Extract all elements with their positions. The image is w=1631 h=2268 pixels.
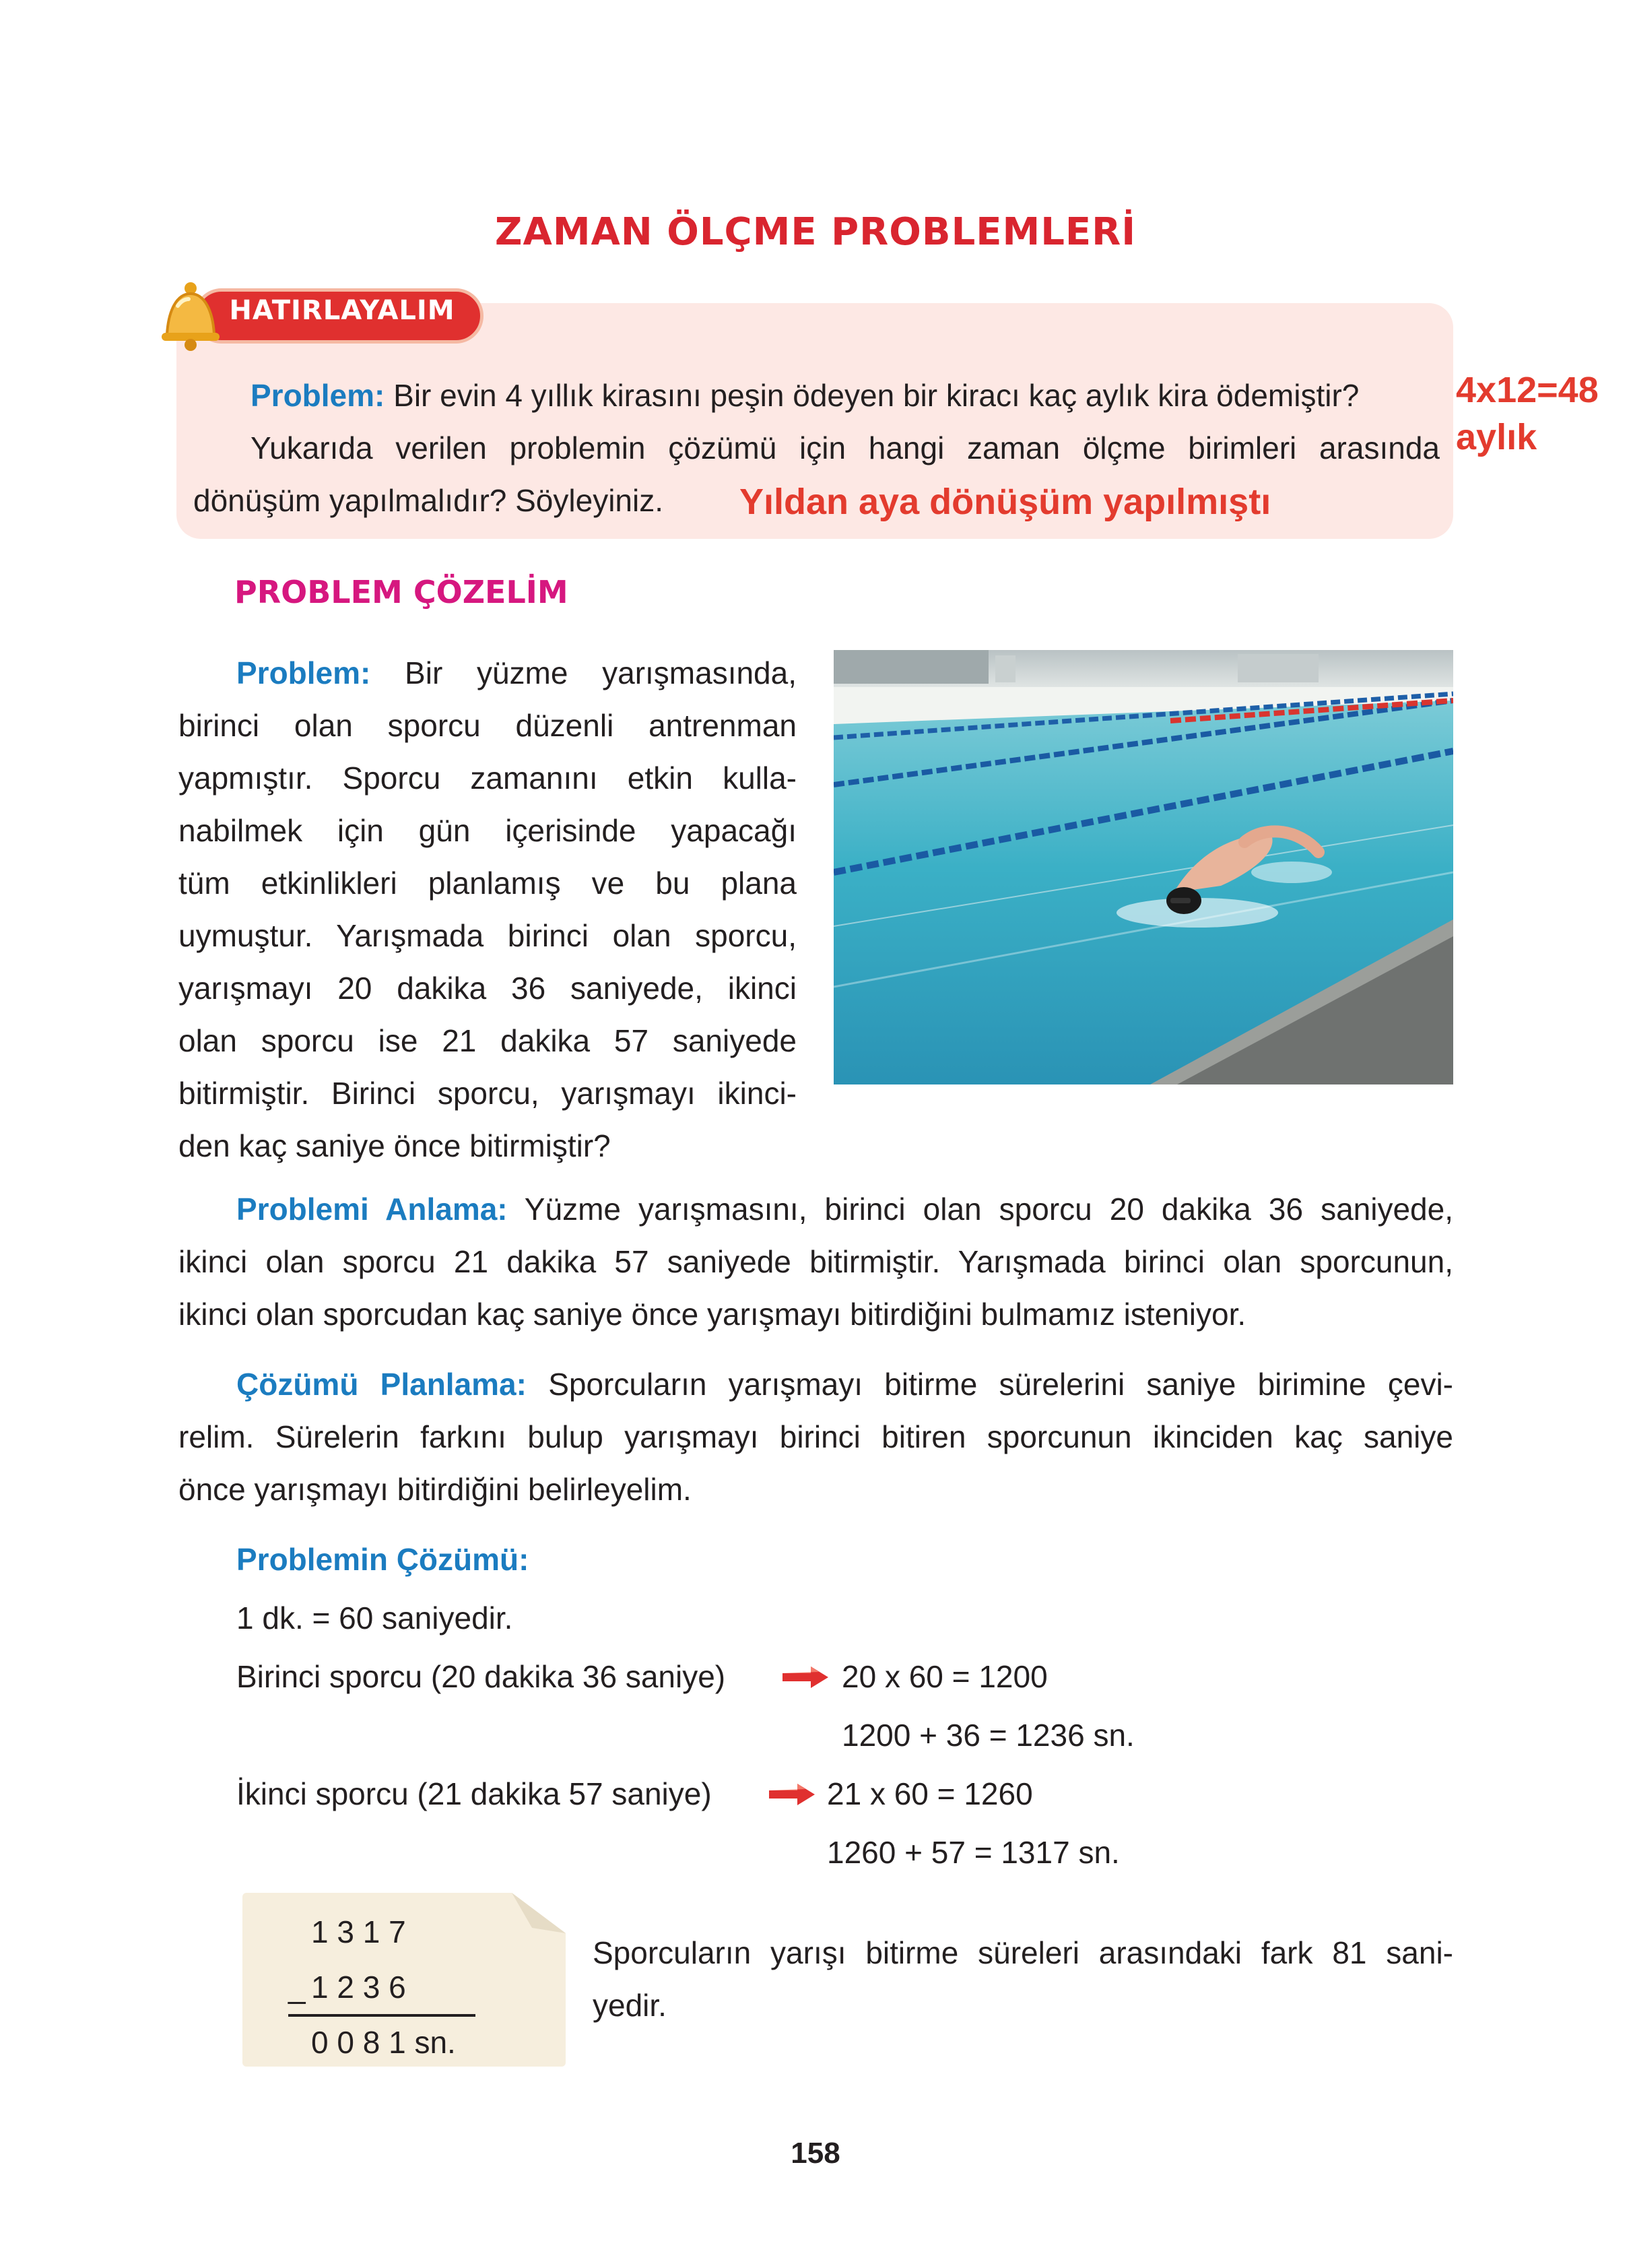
- remember-question-line1: Yukarıda verilen problemin çözümü için hangi zaman ölçme birimleri arasında: [251, 430, 1440, 465]
- planning-paragraph: [178, 1358, 1453, 1516]
- solution-label: Problemin Çözümü:: [236, 1542, 529, 1577]
- first-athlete-label: Birinci sporcu (20 dakika 36 saniye): [236, 1659, 726, 1694]
- problem-label: Problem:: [251, 378, 385, 413]
- remember-badge: [154, 283, 490, 349]
- difference-unit: sn.: [414, 2025, 456, 2060]
- section-title: PROBLEM ÇÖZELİM: [234, 574, 568, 610]
- page-number: 158: [791, 2137, 840, 2170]
- problem-line-9: bitirmiştir. Birinci sporcu, yarışmayı ikinci-: [178, 1076, 797, 1111]
- second-athlete-label: İkinci sporcu (21 dakika 57 saniye): [236, 1776, 712, 1811]
- remember-problem: [251, 369, 1442, 422]
- page-title: ZAMAN ÖLÇME PROBLEMLERİ: [494, 210, 1137, 254]
- subtraction-line: [288, 2014, 475, 2017]
- planning-line-3: önce yarışmayı bitirdiğini belirleyelim.: [178, 1472, 692, 1507]
- arrow-right-icon: [781, 1664, 830, 1691]
- conversion-line: 1 dk. = 60 saniyedir.: [236, 1600, 513, 1635]
- understanding-label: Problemi Anlama:: [236, 1192, 508, 1227]
- arrow-right-icon: [768, 1781, 816, 1808]
- conclusion-line-1: Sporcuların yarışı bitirme süreleri arasındaki fark 81 sani-: [593, 1935, 1453, 1970]
- subtrahend: 1 2 3 6: [311, 1970, 406, 2005]
- problem-line-text: Bir yüzme yarışmasında,: [370, 655, 797, 690]
- problem-text: Bir evin 4 yıllık kirasını peşin ödeyen bir kiracı kaç aylık kira ödemiştir?: [385, 378, 1360, 413]
- difference-digits: 0 0 8 1: [311, 2025, 406, 2060]
- planning-label: Çözümü Planlama:: [236, 1367, 527, 1402]
- minus-sign: _: [288, 1970, 306, 2005]
- badge-label: HATIRLAYALIM: [229, 295, 455, 326]
- planning-line-2: relim. Sürelerin farkını bulup yarışmayı birinci bitiren sporcunun ikinciden kaç saniye: [178, 1419, 1453, 1454]
- remember-question-line2: dönüşüm yapılmalıdır? Söyleyiniz.: [193, 483, 663, 518]
- conclusion-paragraph: [593, 1926, 1453, 2032]
- problem-line-5: tüm etkinlikleri planlamış ve bu plana: [178, 866, 797, 901]
- problem-line-4: nabilmek için gün içerisinde yapacağı: [178, 813, 797, 848]
- understanding-line-3: ikinci olan sporcudan kaç saniye önce yarışmayı bitirdiğini bulmamız isteniyor.: [178, 1297, 1246, 1332]
- understanding-text: Yüzme yarışmasını, birinci olan sporcu 20 dakika 36 saniyede,: [507, 1192, 1453, 1227]
- understanding-line-1: [178, 1183, 1453, 1235]
- first-calc-line2: 1200 + 36 = 1236 sn.: [842, 1718, 1135, 1753]
- problem-line-10: den kaç saniye önce bitirmiştir?: [178, 1128, 611, 1163]
- difference-result: [311, 2022, 456, 2063]
- problem-line-3: yapmıştır. Sporcu zamanını etkin kulla-: [178, 760, 797, 796]
- handwritten-calc-line1: 4x12=48: [1456, 370, 1599, 410]
- second-calc-line2: 1260 + 57 = 1317 sn.: [827, 1835, 1120, 1870]
- problem-line-1: [178, 647, 797, 699]
- problem-paragraph: [178, 647, 797, 1172]
- problem-line-6: uymuştur. Yarışmada birinci olan sporcu,: [178, 918, 797, 953]
- minuend: 1 3 1 7: [311, 1914, 406, 1949]
- planning-text: Sporcuların yarışmayı bitirme sürelerini saniye birimine çevi-: [526, 1367, 1453, 1402]
- folded-corner: [512, 1893, 566, 1933]
- problem-label: Problem:: [236, 655, 371, 690]
- first-calc-line1: 20 x 60 = 1200: [842, 1659, 1048, 1694]
- handwritten-calc-line2: aylık: [1456, 417, 1537, 457]
- conclusion-line-2: yedir.: [593, 1988, 667, 2023]
- planning-line-1: [178, 1358, 1453, 1411]
- understanding-line-2: ikinci olan sporcu 21 dakika 57 saniyede bitirmiştir. Yarışmada birinci olan sporcunun,: [178, 1244, 1453, 1279]
- problem-line-8: olan sporcu ise 21 dakika 57 saniyede: [178, 1023, 797, 1058]
- problem-line-2: birinci olan sporcu düzenli antrenman: [178, 708, 797, 743]
- second-calc-line1: 21 x 60 = 1260: [827, 1776, 1033, 1811]
- swimming-pool-photo: [834, 650, 1453, 1084]
- problem-line-7: yarışmayı 20 dakika 36 saniyede, ikinci: [178, 971, 797, 1006]
- handwritten-answer: Yıldan aya dönüşüm yapılmıştı: [739, 482, 1271, 522]
- understanding-paragraph: [178, 1183, 1453, 1340]
